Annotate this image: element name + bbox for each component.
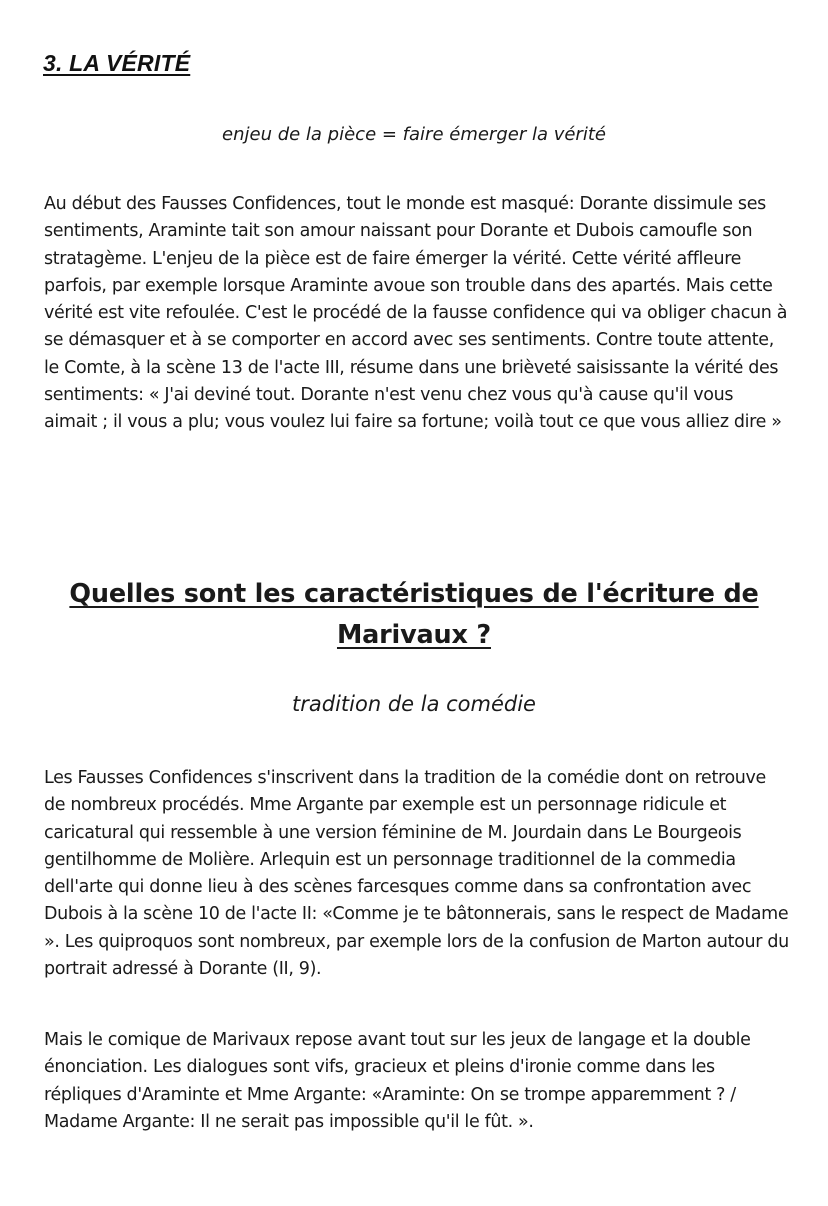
question-title-text: Quelles sont les caractéristiques de l'écriture de Marivaux ? xyxy=(69,579,759,650)
section-subtitle: enjeu de la pièce = faire émerger la vérité xyxy=(222,124,606,145)
question-title xyxy=(40,574,788,656)
question-paragraph-2: Mais le comique de Marivaux repose avant tout sur les jeux de langage et la double énonciation. Les dialogues sont vifs, gracieux et pleins d'ironie comme dans les répliques d'Araminte et Mme Argante: «Araminte: On se trompe apparemment ? / Madame Argante: Il ne serait pas impossible qu'il le fût. ». xyxy=(44,1030,751,1132)
section-paragraph: Au début des Fausses Confidences, tout le monde est masqué: Dorante dissimule ses sentiments, Araminte tait son amour naissant pour Dorante et Dubois camoufle son stratagème. L'enjeu de la pièce est de faire émerger la vérité. Cette vérité affleure parfois, par exemple lorsque Araminte avoue son trouble dans des apartés. Mais cette vérité est vite refoulée. C'est le procédé de la fausse confidence qui va obliger chacun à se démasquer et à se comporter en accord avec ses sentiments. Contre toute attente, le Comte, à la scène 13 de l'acte III, résume dans une brièveté saisissante la vérité des sentiments: « J'ai deviné tout. Dorante n'est venu chez vous qu'à cause qu'il vous aimait ; il vous a plu; vous voulez lui faire sa fortune; voilà tout ce que vous alliez dire » xyxy=(44,194,788,433)
question-subtitle: tradition de la comédie xyxy=(292,692,536,716)
question-paragraph-1: Les Fausses Confidences s'inscrivent dans la tradition de la comédie dont on retrouve de nombreux procédés. Mme Argante par exemple est un personnage ridicule et caricatural qui ressemble à une version féminine de M. Jourdain dans Le Bourgeois gentilhomme de Molière. Arlequin est un personnage traditionnel de la commedia dell'arte qui donne lieu à des scènes farcesques comme dans sa confrontation avec Dubois à la scène 10 de l'acte II: «Comme je te bâtonnerais, sans le respect de Madame ». Les quiproquos sont nombreux, par exemple lors de la confusion de Marton autour du portrait adressé à Dorante (II, 9). xyxy=(44,768,789,980)
section-heading: 3. LA VÉRITÉ xyxy=(43,50,191,76)
